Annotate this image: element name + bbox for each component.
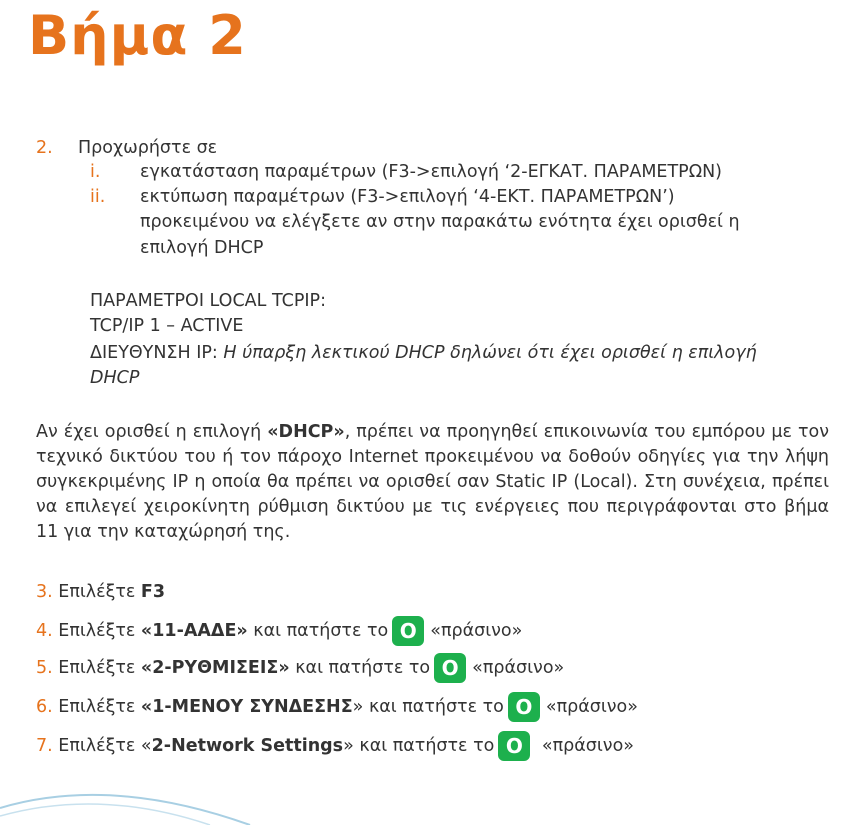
subitem-number: i. [90, 162, 101, 182]
step-3: 3. Επιλέξτε F3 [36, 582, 166, 602]
subitem-text: εκτύπωση παραμέτρων (F3->επιλογή ‘4-ΕΚΤ. ΠΑΡΑΜΕΤΡΩΝ’) [140, 187, 675, 207]
green-key-icon: O [392, 616, 424, 646]
subitem-continuation: επιλογή DHCP [140, 238, 264, 258]
step-5: 5. Επιλέξτε «2-ΡΥΘΜΙΣΕΙΣ» και πατήστε το O «πράσινο» [36, 651, 564, 685]
intro-text: Προχωρήστε σε [78, 138, 218, 158]
page-title: Βήμα 2 [28, 4, 247, 67]
list-number: 2. [36, 138, 53, 158]
params-ip-label: ΔΙΕΥΘΥΝΣΗ IP: [90, 343, 224, 363]
step-7: 7. Επιλέξτε «2-Network Settings» και πατήστε το O «πράσινο» [36, 729, 634, 763]
dhcp-bold: «DHCP» [267, 422, 345, 442]
green-key-icon: O [498, 731, 530, 761]
subitem-number: ii. [90, 187, 106, 207]
green-key-icon: O [434, 653, 466, 683]
params-ip-note: Η ύπαρξη λεκτικού DHCP δηλώνει ότι έχει ορισθεί η επιλογή [223, 343, 757, 363]
subitem-text: εγκατάσταση παραμέτρων (F3->επιλογή ‘2-ΕΓΚΑΤ. ΠΑΡΑΜΕΤΡΩΝ) [140, 162, 723, 182]
green-key-icon: O [508, 692, 540, 722]
dhcp-paragraph: Αν έχει ορισθεί η επιλογή «DHCP», πρέπει να προηγηθεί επικοινωνία του εμπόρου με τον τεχνικό δικτύου του ή τον πάροχο Internet προκειμένου να δοθούν οδηγίες για την λήψη συγκεκριμένης IP η οποία θα πρέπει να ορισθεί σαν Static IP (Local). Στη συνέχεια, πρέπει να επιλεγεί χειροκίνητη ρύθμιση δικτύου με τις ενέργειες που περιγράφονται στο βήμα 11 για την καταχώρησή της. [36, 422, 829, 542]
params-ip-line [90, 343, 757, 363]
params-ip-note-cont: DHCP [90, 368, 140, 388]
decorative-swoosh [0, 770, 859, 825]
subitem-continuation: προκειμένου να ελέγξετε αν στην παρακάτω ενότητα έχει ορισθεί η [140, 212, 740, 232]
params-heading: ΠΑΡΑΜΕΤΡΟΙ LOCAL TCPIP: [90, 291, 327, 311]
step-4: 4. Επιλέξτε «11-ΑΑΔΕ» και πατήστε το O «πράσινο» [36, 614, 522, 648]
params-tcpip: TCP/IP 1 – ACTIVE [90, 316, 244, 336]
step-6: 6. Επιλέξτε «1-ΜΕΝΟΥ ΣΥΝΔΕΣΗΣ» και πατήστε το O «πράσινο» [36, 690, 638, 724]
